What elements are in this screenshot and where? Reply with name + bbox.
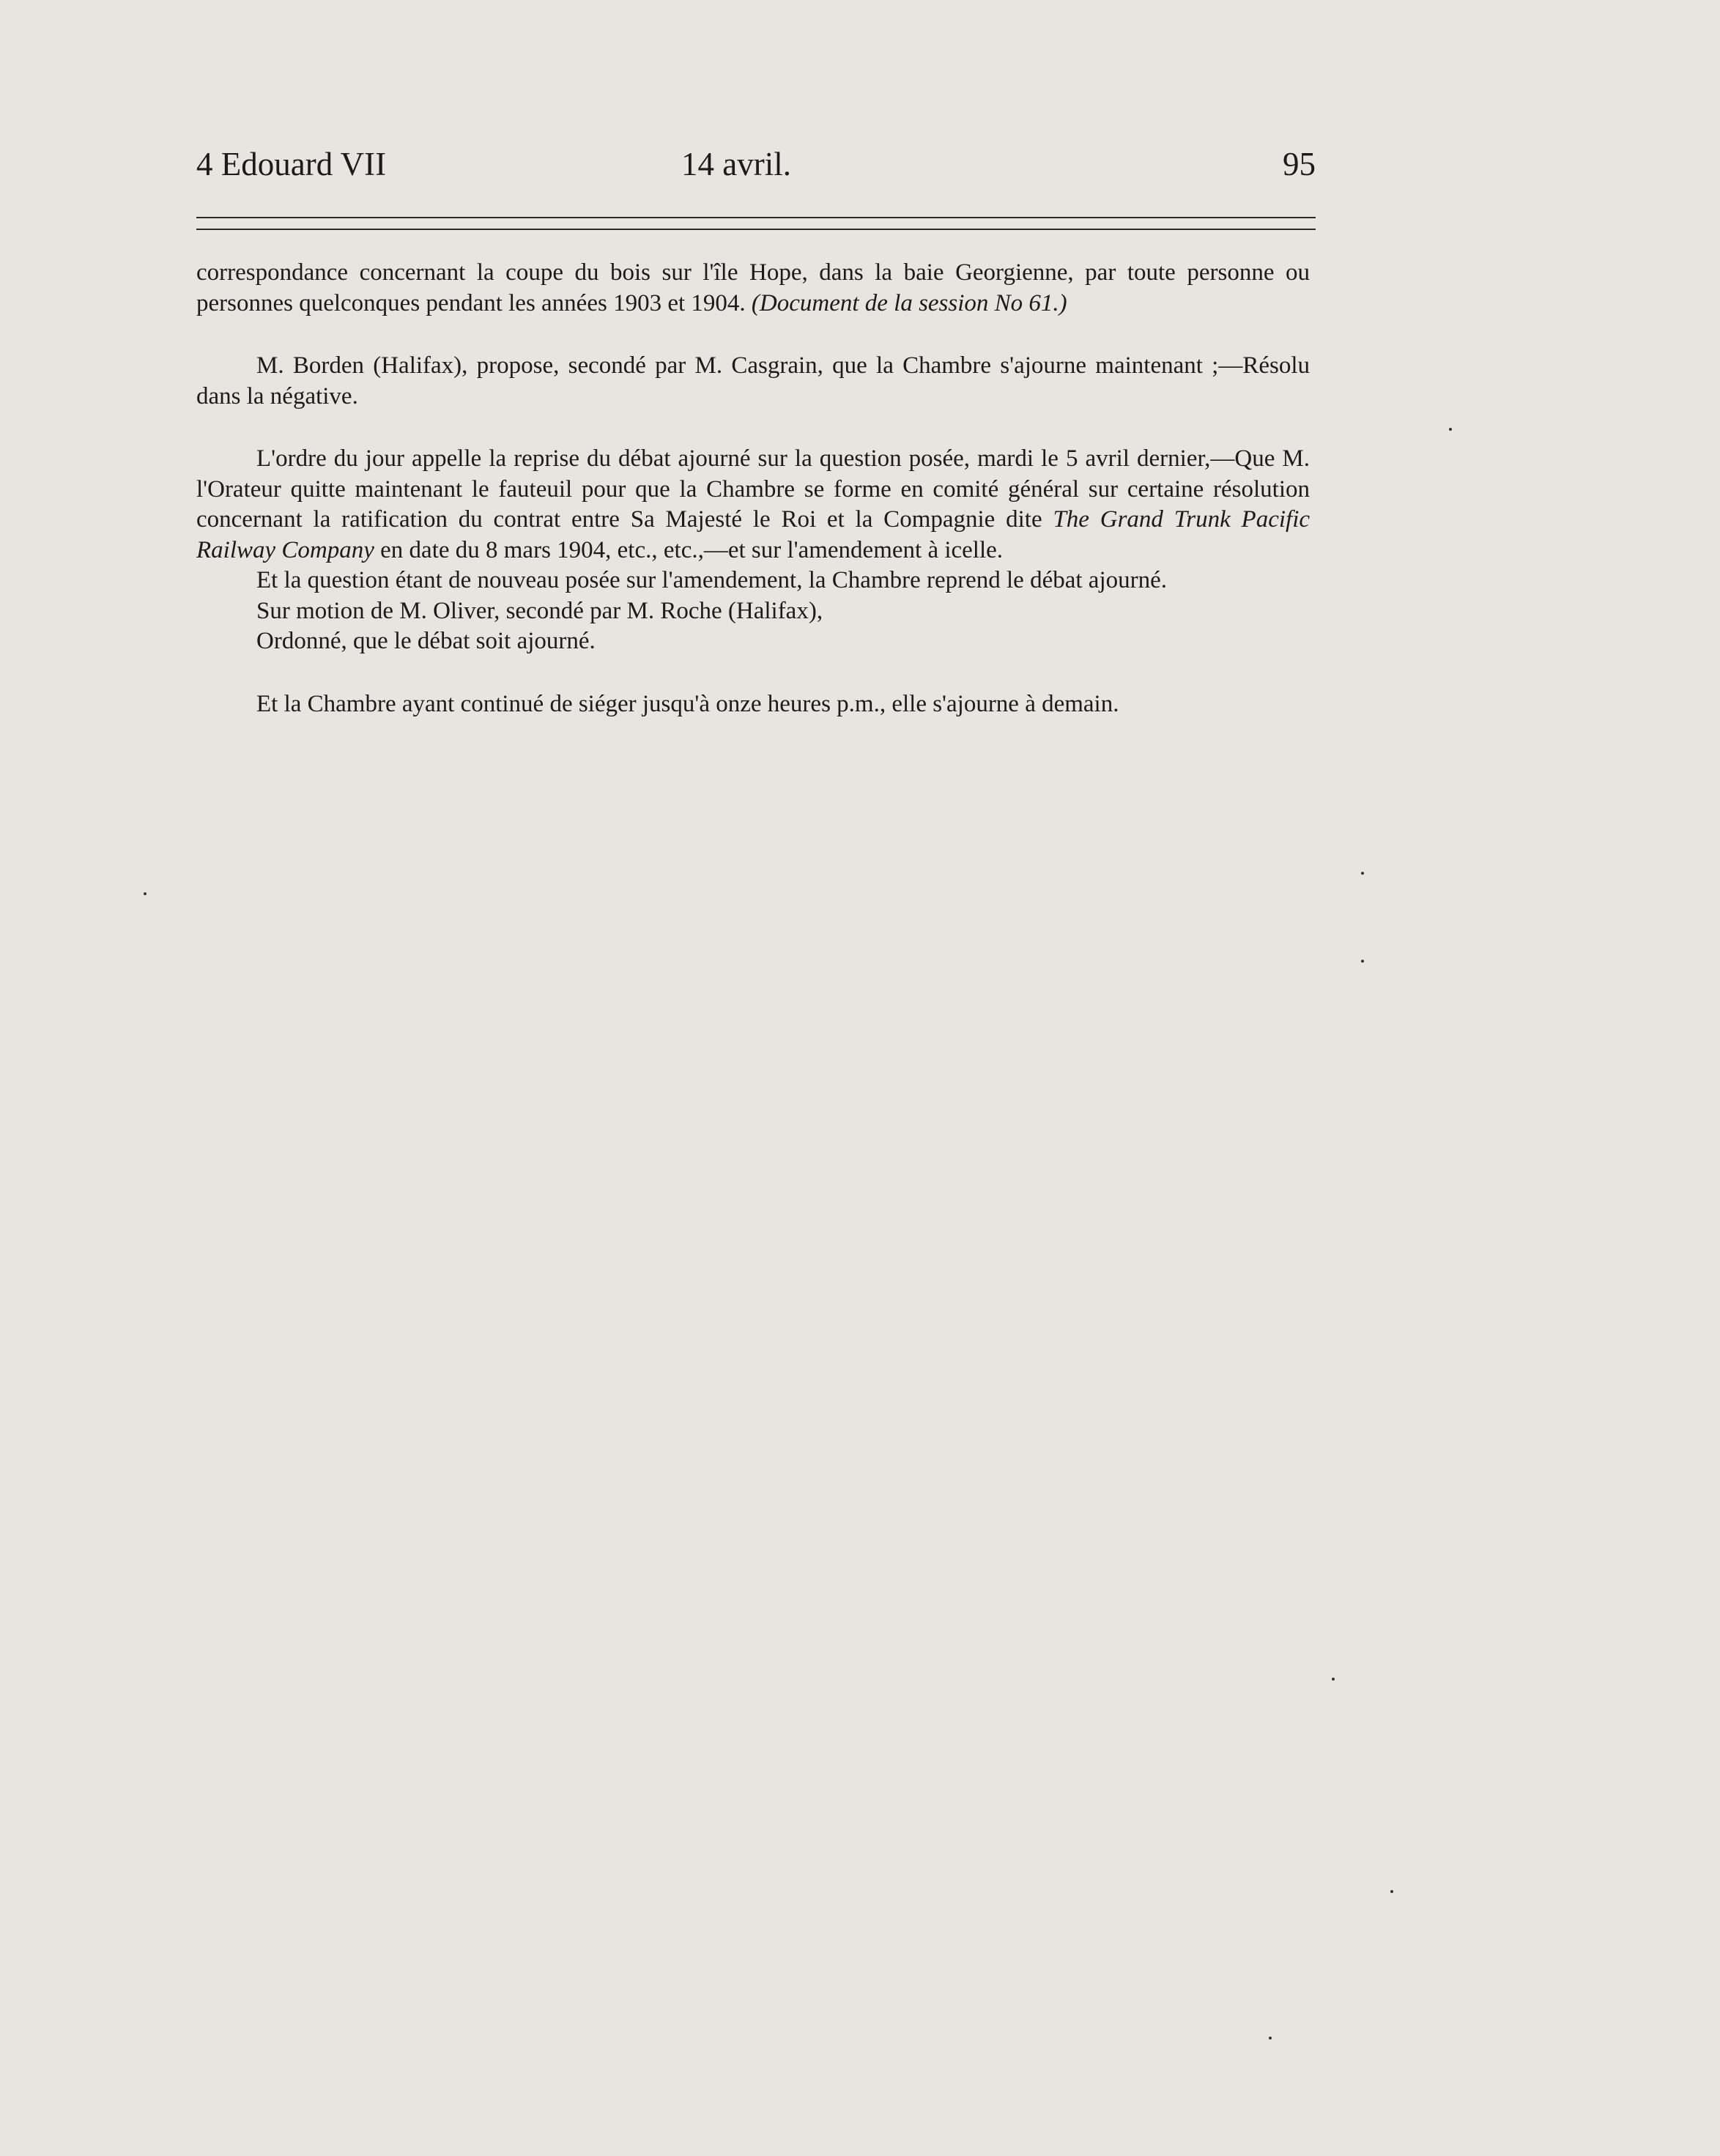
header-rule-top [196, 217, 1316, 218]
page-number: 95 [1283, 146, 1316, 182]
speck [1269, 2037, 1272, 2040]
paragraph-correspondance: correspondance concernant la coupe du bois sur l'île Hope, dans la baie Georgienne, par toute personne ou personnes quelconques pendant les années 1903 et 1904. (Document de la session No 61.) [196, 259, 1310, 316]
speck [1332, 1678, 1335, 1681]
page-header [196, 145, 1316, 192]
paragraph-motion-adjourn: M. Borden (Halifax), propose, secondé par M. Casgrain, que la Chambre s'ajourne maintenant ;—Résolu dans la négative. [196, 352, 1310, 410]
speck [144, 892, 147, 895]
journal-body [196, 258, 1310, 719]
regnal-year: 4 Edouard VII [196, 146, 387, 182]
header-rule-bottom [196, 229, 1316, 230]
speck [1390, 1890, 1393, 1893]
speck [1449, 428, 1452, 431]
paragraph-oliver-motion: Sur motion de M. Oliver, secondé par M. Roche (Halifax), [256, 597, 823, 624]
paragraph-question-again: Et la question étant de nouveau posée sur l'amendement, la Chambre reprend le débat ajourné. [256, 567, 1167, 593]
paragraph-ordered: Ordonné, que le débat soit ajourné. [256, 628, 596, 654]
paragraph-order-of-day: L'ordre du jour appelle la reprise du débat ajourné sur la question posée, mardi le 5 avril dernier,—Que M. l'Orateur quitte maintenant le fauteuil pour que la Chambre se forme en comité général sur certaine résolution concernant la ratification du contrat entre Sa Majesté le Roi et la Compagnie dite The Grand Trunk Pacific Railway Company en date du 8 mars 1904, etc., etc.,—et sur l'amendement à icelle. [196, 445, 1311, 563]
speck [1361, 960, 1364, 963]
speck [1361, 872, 1364, 875]
date-heading: 14 avril. [681, 146, 791, 182]
document-reference: (Document de la session No 61.) [751, 289, 1067, 316]
paragraph-adjourn-tomorrow: Et la Chambre ayant continué de siéger jusqu'à onze heures p.m., elle s'ajourne à demain. [256, 690, 1119, 717]
company-name: The Grand Trunk Pacific Railway Company [196, 506, 1311, 563]
